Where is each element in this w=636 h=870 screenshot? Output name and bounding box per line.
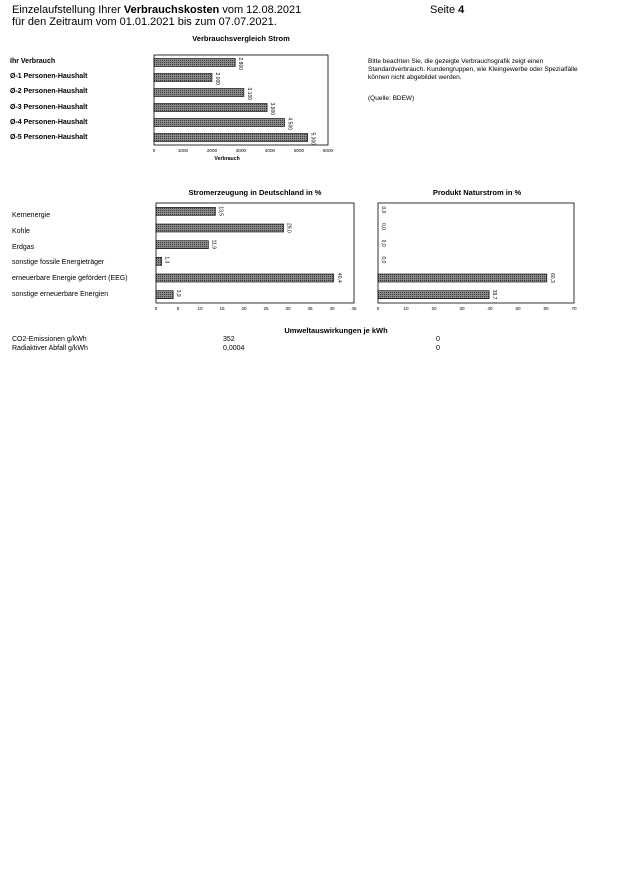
x-tick-label: 50 [515,306,521,311]
bar-value-label: 3,9 [175,289,182,297]
x-tick-label: 1000 [177,148,189,153]
category-label: sonstige fossile Energieträger [12,259,105,267]
environment-title: Umweltauswirkungen je kWh [284,326,388,335]
bar-value-label: 60,3 [548,273,555,283]
category-label: Kernenergie [12,212,51,219]
bar [154,134,308,142]
header-prefix: Einzelaufstellung Ihrer [12,4,124,16]
x-tick-label: 20 [241,306,247,311]
x-tick-label: 20 [431,306,437,311]
x-tick-label: 0 [152,148,156,153]
bar [156,274,334,282]
bar-value-label: 0,0 [380,256,386,264]
bar [156,291,173,299]
bar-value-label: 0,0 [380,206,386,214]
environment-row-waste-germany: 0,0004 [223,345,245,352]
product-title: Produkt Naturstrom in % [432,188,522,197]
bar-value-label: 11,9 [210,239,217,250]
x-tick-label: 2000 [206,148,218,153]
category-label: Ø-4 Personen-Haushalt [10,118,88,126]
bar-value-label: 3.100 [245,87,252,101]
category-label: Ø-5 Personen-Haushalt [10,134,88,141]
bar-value-label: 29,0 [285,223,292,233]
header-bold: Verbrauchskosten [123,4,220,16]
x-tick-label: 3000 [235,148,247,153]
environment-row-co2-germany: 352 [223,336,235,343]
x-tick-label: 35 [307,306,313,311]
category-label: Kohle [12,227,30,235]
bar [154,119,285,127]
x-tick-label: 10 [403,306,409,311]
x-tick-label: 10 [197,306,203,311]
header-suffix: vom 12.08.2021 [219,4,302,16]
bar-value-label: 13,5 [217,206,224,217]
header-line-2: für den Zeitraum vom 01.01.2021 bis zum 07.07.2021. [12,16,277,28]
bar-value-label: 4.500 [286,117,293,131]
x-tick-label: 30 [459,306,465,311]
category-label: sonstige erneuerbare Energien [12,291,109,298]
environment-row-co2-product: 0 [436,336,440,343]
x-tick-label: 6000 [322,148,334,153]
page-prefix: Seite [430,4,459,16]
consumption-chart [148,50,338,160]
bar [156,207,215,215]
page-number-value: 4 [458,4,465,16]
bar [156,224,284,232]
bar-value-label: 5.300 [309,132,316,146]
consumption-source: (Quelle: BDEW) [368,95,415,102]
category-label: Ø-3 Personen-Haushalt [10,103,88,111]
x-tick-label: 70 [571,306,577,311]
bar-value-label: 0,0 [380,223,386,230]
bar [154,104,267,112]
bar-value-label: 3.900 [269,102,276,116]
bar [154,74,212,82]
category-label: Erdgas [12,243,35,251]
environment-row-waste-product: 0 [436,345,440,352]
generation-title: Stromerzeugung in Deutschland in % [188,188,322,197]
bar [156,257,162,265]
bar [378,291,489,299]
bar-value-label: 2.000 [214,72,220,86]
x-tick-label: 0 [154,306,158,311]
plot-frame [156,203,354,303]
generation-chart [150,198,366,316]
x-tick-label: 45 [351,306,357,311]
environment-row-co2-label: CO2-Emissionen g/kWh [12,336,87,343]
plot-frame [378,203,574,303]
bar-value-label: 0,0 [380,239,386,247]
x-tick-label: 5000 [293,148,305,153]
x-tick-label: 30 [285,306,291,311]
bar-value-label: 39,7 [491,289,498,300]
consumption-note: Bitte beachten Sie, die gezeigte Verbrauchsgrafik zeigt einen Standardverbrauch. Kundengruppen, wie Kleingewerbe oder Spezialfälle können nicht abgebildet werden. [368,58,578,81]
category-label: Ø-2 Personen-Haushalt [10,88,88,96]
bar-value-label: 2.800 [237,57,244,71]
category-label: erneuerbare Energie gefördert (EEG) [12,275,128,283]
category-label: Ihr Verbrauch [10,58,56,65]
bar [154,89,244,97]
product-chart [372,198,582,316]
x-tick-label: 0 [376,306,380,311]
x-tick-label: 4000 [264,148,276,153]
environment-row-waste-label: Radiaktiver Abfall g/kWh [12,345,88,352]
category-label: Ø-1 Personen-Haushalt [10,73,88,81]
x-axis-label: Verbrauch [214,156,240,160]
generation-category-labels [12,0,157,320]
bar-value-label: 1,3 [163,256,170,264]
x-tick-label: 5 [176,306,180,311]
x-tick-label: 15 [219,306,225,311]
page-number [430,4,464,16]
bar [378,274,547,282]
x-tick-label: 40 [329,306,335,311]
bar-value-label: 40,4 [335,273,342,283]
bar [154,59,235,67]
x-tick-label: 40 [487,306,493,311]
x-tick-label: 25 [263,306,269,311]
bar [156,241,208,249]
x-tick-label: 60 [543,306,549,311]
consumption-title: Verbrauchsvergleich Strom [192,34,290,43]
